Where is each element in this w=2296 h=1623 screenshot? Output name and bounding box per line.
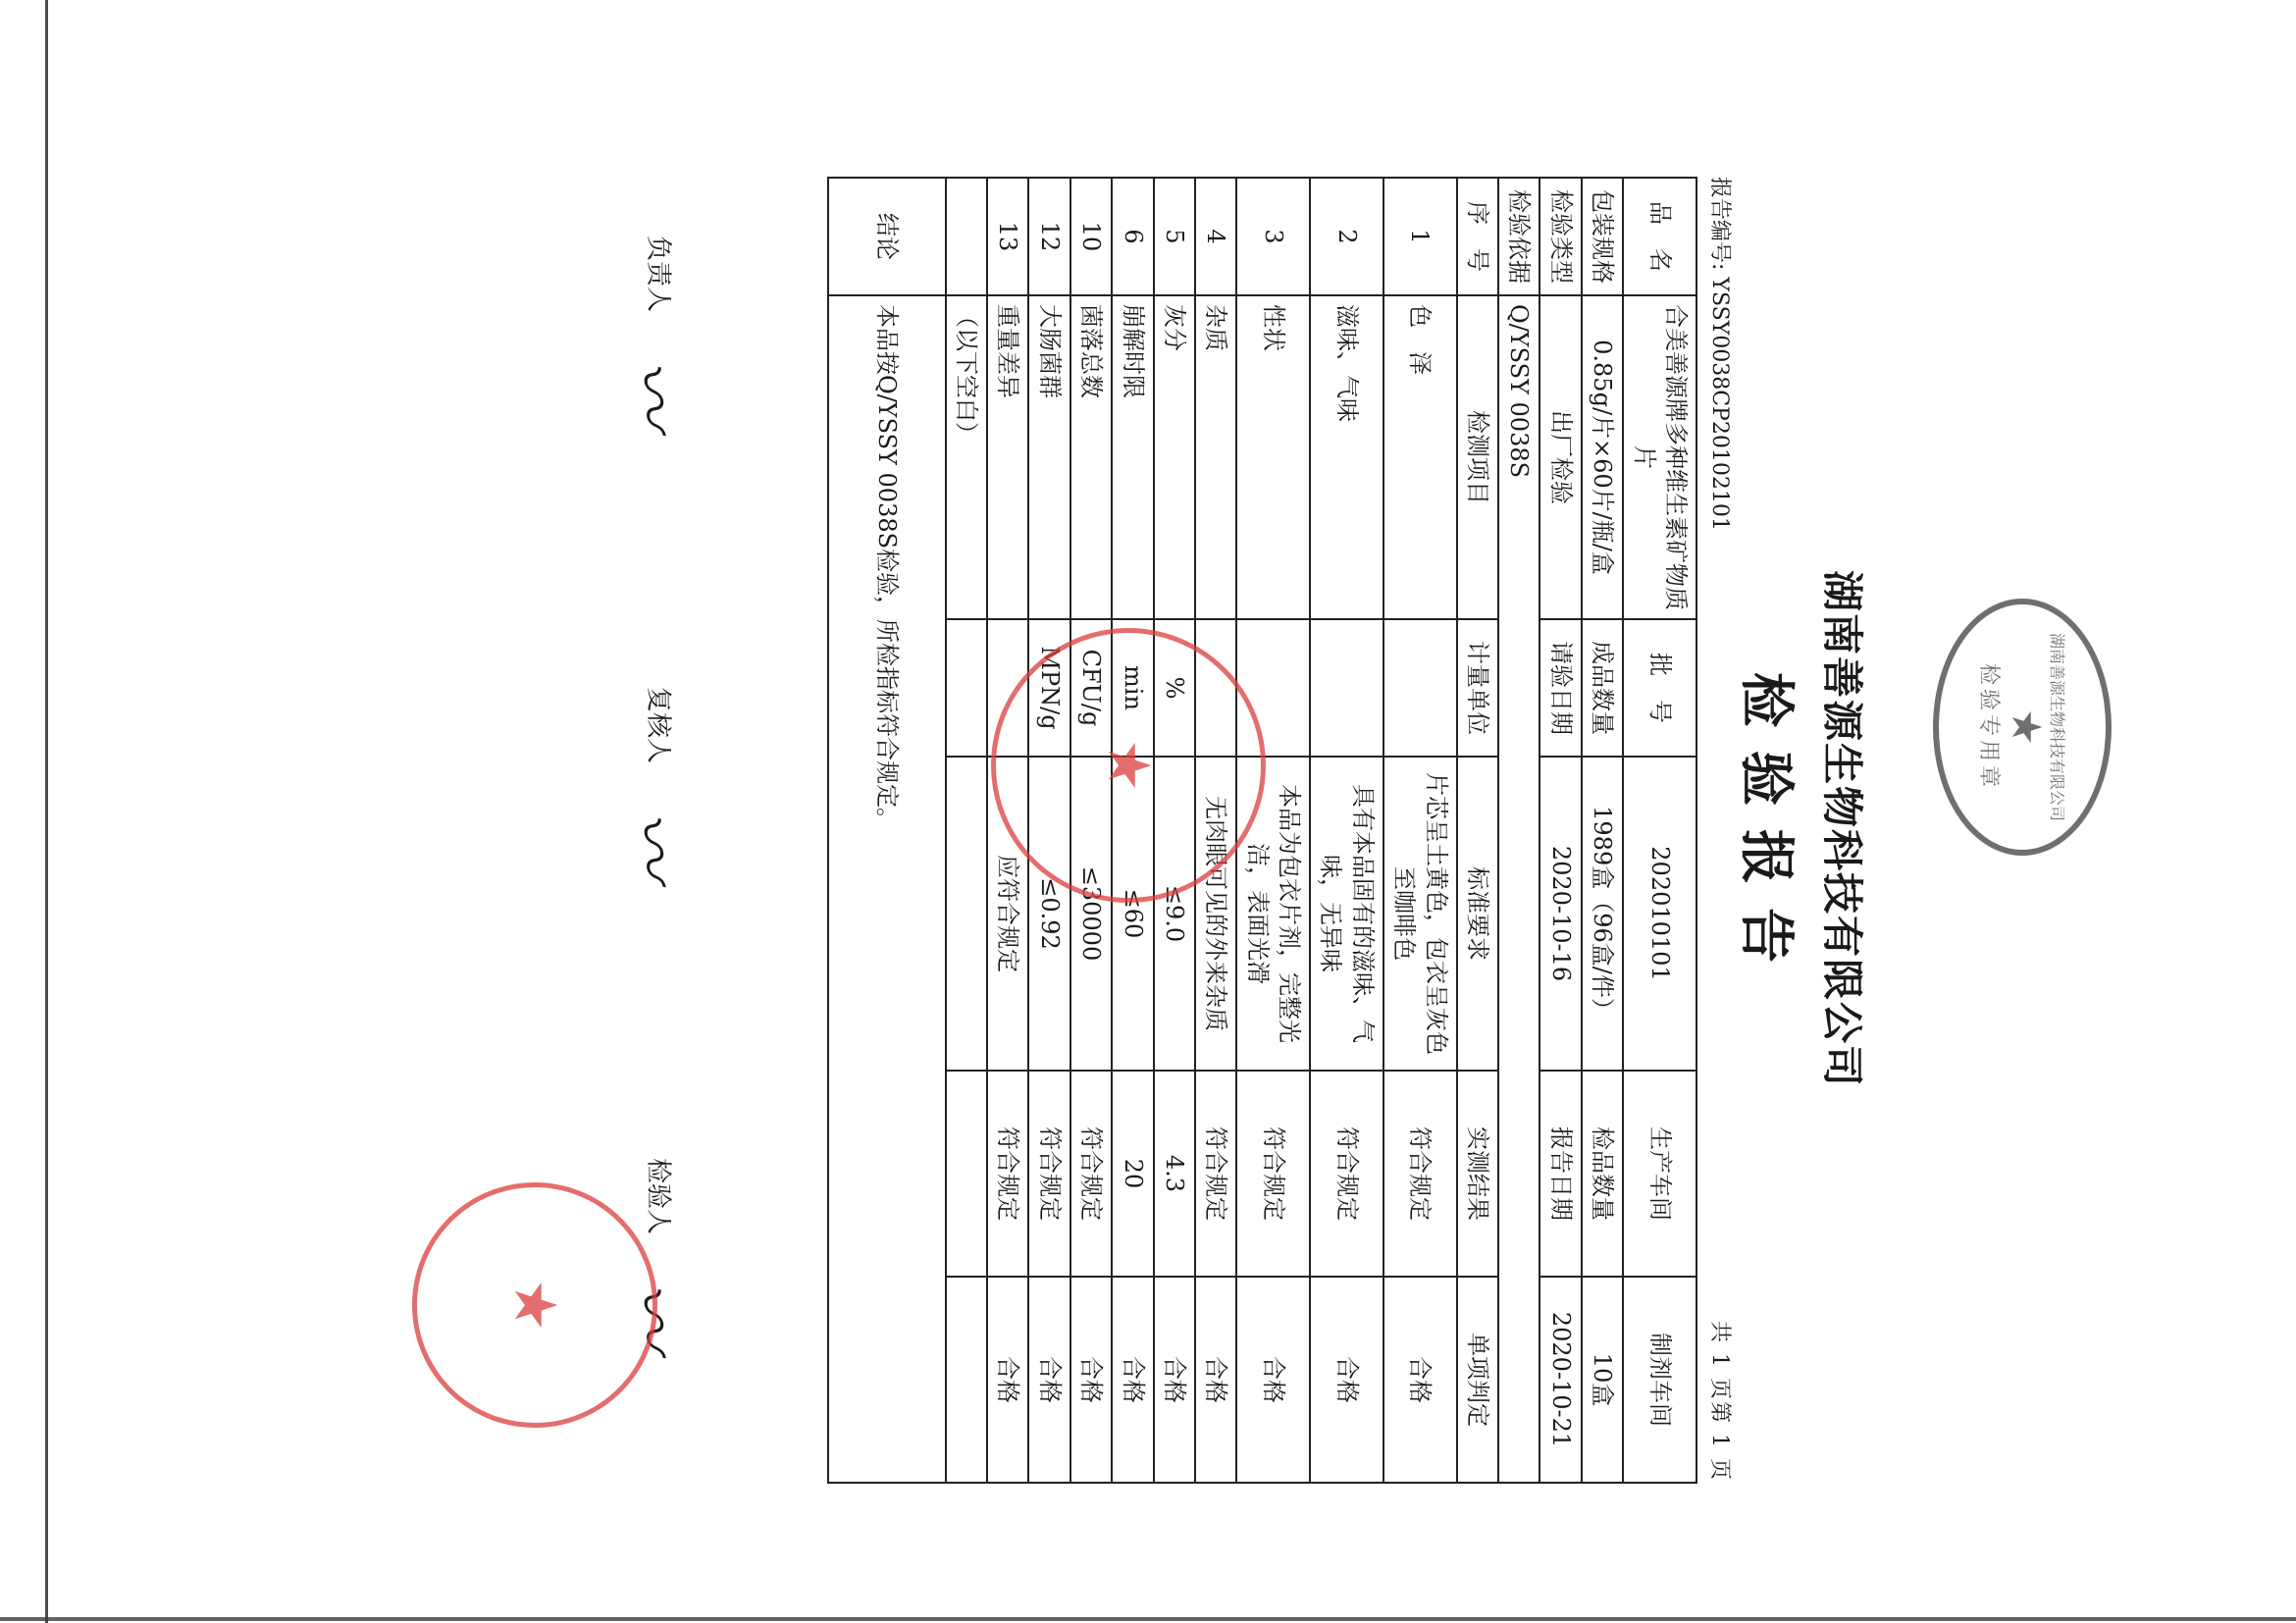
workshop-label: 生产车间 [1623,1071,1696,1277]
row-result: 20 [1112,1071,1153,1277]
row-item: 色 泽 [1383,295,1457,619]
row-judgement: 合格 [1310,1277,1383,1483]
batch-value: 202010101 [1623,757,1696,1071]
conclusion-row [828,178,946,1483]
row-unit: CFU/g [1070,619,1112,757]
header-judgement: 单项判定 [1457,1277,1498,1483]
inspector-handwriting: 〰 [608,1279,695,1354]
inspector-label: 检验人 [643,1158,673,1235]
row-result: 4.3 [1154,1071,1195,1277]
product-value: 合美善源牌多种维生素矿物质片 [1623,295,1696,619]
row-judgement: 合格 [1112,1277,1153,1483]
row-no: 13 [987,178,1028,295]
row-no: 3 [1236,178,1310,295]
row-unit: min [1112,619,1153,757]
row-result: 符合规定 [1028,1071,1070,1277]
info-row-product [1623,178,1696,1483]
table-header-row [1457,178,1498,1483]
star-icon: ★ [1094,739,1163,792]
batch-label: 批 号 [1623,619,1696,757]
conclusion-label: 结论 [828,178,946,295]
row-standard: ≤30000 [1070,757,1112,1071]
row-item: 杂质 [1195,295,1236,619]
row-unit: MPN/g [1028,619,1070,757]
report-date-value: 2020-10-21 [1539,1277,1581,1483]
req-date-value: 2020-10-16 [1539,757,1581,1071]
qc-stamp [1933,599,2112,856]
sample-value: 10盒 [1582,1277,1623,1483]
responsible-signature [607,236,706,432]
row-item: 重量差异 [987,295,1028,619]
row-unit: % [1154,619,1195,757]
req-date-label: 请验日期 [1539,619,1581,757]
product-label: 品 名 [1623,178,1696,295]
row-no: 2 [1310,178,1383,295]
row-no: 10 [1070,178,1112,295]
row-item: 大肠菌群 [1028,295,1070,619]
table-row [1310,178,1383,1483]
row-judgement: 合格 [1236,1277,1310,1483]
row-standard: 本品为包衣片剂，完整光洁，表面光滑 [1236,757,1310,1071]
row-no: 12 [1028,178,1070,295]
table-row [1383,178,1457,1483]
row-item: 灰分 [1154,295,1195,619]
spec-label: 包装规格 [1582,178,1623,295]
qty-value: 1989盒（96盒/件） [1582,757,1623,1071]
report-date-label: 报告日期 [1539,1071,1581,1277]
responsible-label: 负责人 [643,236,673,313]
row-judgement: 合格 [1195,1277,1236,1483]
row-result: 符合规定 [1195,1071,1236,1277]
star-icon: ★ [500,1279,569,1332]
page-info: 共 1 页第 1 页 [1707,1321,1732,1482]
row-no: 4 [1195,178,1236,295]
row-no: 5 [1154,178,1195,295]
row-item: 滋味、气味 [1310,295,1383,619]
inspection-table [827,177,1697,1484]
blank-note: （以下空白） [946,295,987,619]
type-value: 出厂检验 [1539,295,1581,619]
conclusion-text: 本品按Q/YSSY 0038S检验，所检指标符合规定。 [828,295,946,1483]
basis-label: 检验依据 [1498,178,1539,295]
qc-stamp-ring: 湖南善源生物科技有限公司 [2048,632,2066,821]
row-standard: 无肉眼可见的外来杂质 [1195,757,1236,1071]
basis-value: Q/YSSY 0038S [1498,295,1539,1483]
workshop-value: 制剂车间 [1623,1277,1696,1483]
row-no: 6 [1112,178,1153,295]
row-standard: ≤0.92 [1028,757,1070,1071]
row-judgement: 合格 [1154,1277,1195,1483]
info-row-type [1539,178,1581,1483]
reviewer-signature [607,687,706,883]
row-result: 符合规定 [1310,1071,1383,1277]
report-number-label: 报告编号: [1707,177,1732,271]
blank-row [946,178,987,1483]
row-judgement: 合格 [1383,1277,1457,1483]
header-result: 实测结果 [1457,1071,1498,1277]
qty-label: 成品数量 [1582,619,1623,757]
report-title: 检验报告 [1734,672,1798,986]
row-judgement: 合格 [987,1277,1028,1483]
company-name: 湖南善源生物科技有限公司 [1818,569,1866,1088]
row-result: 符合规定 [1236,1071,1310,1277]
sample-label: 检品数量 [1582,1071,1623,1277]
report-number [1706,177,1737,531]
row-result: 符合规定 [987,1071,1028,1277]
row-item: 性状 [1236,295,1310,619]
row-standard: 应符合规定 [987,757,1028,1071]
row-standard: 片芯呈土黄色，包衣呈灰色至咖啡色 [1383,757,1457,1071]
row-standard: 具有本品固有的滋味、气味，无异味 [1310,757,1383,1071]
reviewer-label: 复核人 [643,687,673,764]
scan-edge-left [45,0,48,1623]
row-judgement: 合格 [1070,1277,1112,1483]
info-row-spec [1582,178,1623,1483]
row-standard: ≤9.0 [1154,757,1195,1071]
star-icon: ★ [2003,708,2051,746]
header-standard: 标准要求 [1457,757,1498,1071]
responsible-handwriting: 〰 [608,356,695,432]
red-seal-stamp-inspector [412,1182,657,1428]
type-label: 检验类型 [1539,178,1581,295]
spec-value: 0.85g/片×60片/瓶/盒 [1582,295,1623,619]
report-number-value: YSSY0038CP20102101 [1707,277,1732,531]
row-standard: ≤60 [1112,757,1153,1071]
header-item: 检测项目 [1457,295,1498,619]
row-result: 符合规定 [1070,1071,1112,1277]
reviewer-handwriting: 〰 [608,808,695,883]
info-row-basis [1498,178,1539,1483]
row-item: 菌落总数 [1070,295,1112,619]
row-no: 1 [1383,178,1457,295]
red-seal-stamp [991,628,1266,903]
header-unit: 计量单位 [1457,619,1498,757]
scan-edge-bottom [0,1617,2296,1621]
qc-stamp-text: 检验专用章 [1976,662,2001,791]
header-no: 序 号 [1457,178,1498,295]
row-unit [1310,619,1383,757]
row-item: 崩解时限 [1112,295,1153,619]
row-unit [1383,619,1457,757]
row-result: 符合规定 [1383,1071,1457,1277]
row-judgement: 合格 [1028,1277,1070,1483]
